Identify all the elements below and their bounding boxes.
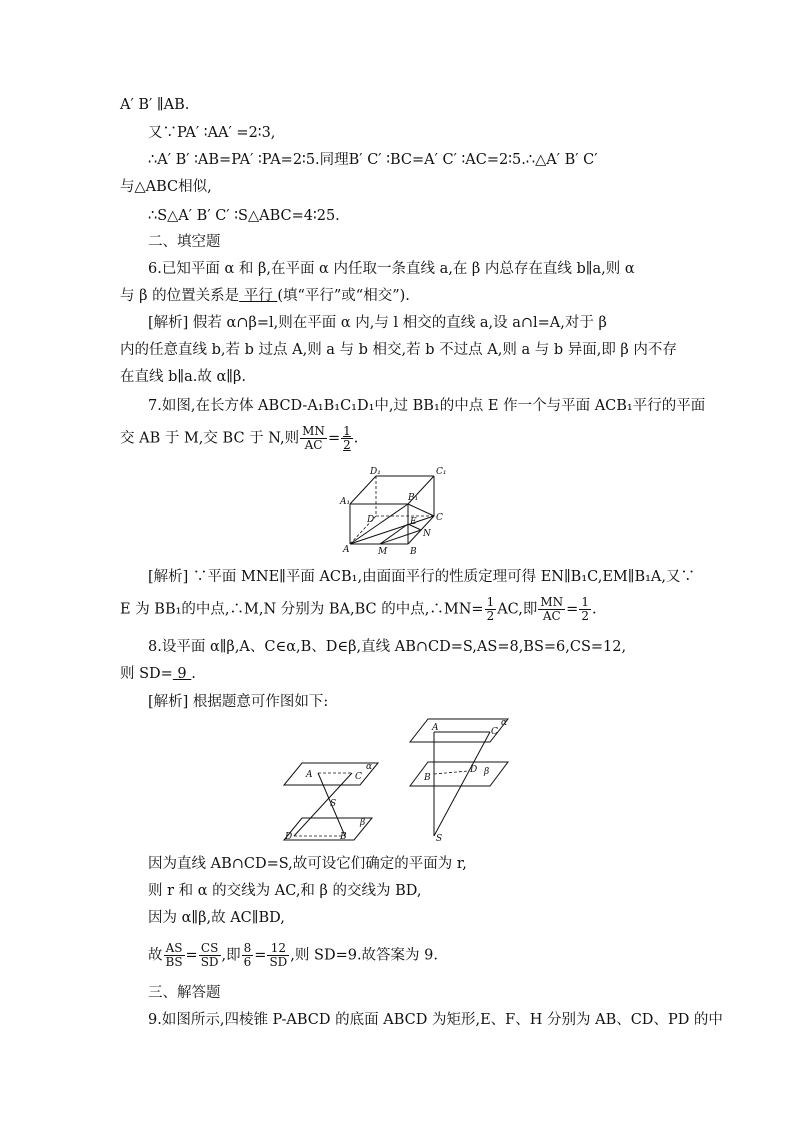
question-6-line-2: [120, 286, 410, 306]
equals: =: [566, 601, 579, 618]
label-B: B: [410, 547, 417, 557]
frac-num: 1: [343, 424, 351, 438]
label-E: E: [410, 517, 417, 527]
frac-num: 8: [243, 941, 252, 955]
line-2: 又∵PA′ ∶AA′ =2∶3,: [148, 125, 276, 141]
solution-6-line-1: [解析] 假若 α∩β=l,则在平面 α 内,与 l 相交的直线 a,设 a∩l=A,对于 β: [148, 315, 607, 331]
frac-den: 2: [581, 609, 589, 623]
label-C1: C₁: [436, 467, 447, 477]
line-5: ∴S△A′ B′ C′ ∶S△ABC=4∶25.: [148, 208, 340, 224]
q7-text: 交 AB 于 M,交 BC 于 N,则: [120, 430, 300, 447]
fraction-8-6: [242, 942, 254, 969]
period: .: [191, 666, 196, 682]
label-C: C: [491, 727, 498, 737]
label-B1: B₁: [408, 493, 419, 503]
solution-8-line-4: 因为 α∥β,故 AC∥BD,: [148, 910, 285, 926]
solution-6-line-3: 在直线 b∥a.故 α∥β.: [120, 369, 246, 385]
parallel-planes-figure-right: [404, 714, 514, 844]
s8-text-end: ,则 SD=9.故答案为 9.: [290, 947, 439, 964]
label-A: A: [306, 770, 313, 780]
frac-num: 12: [267, 942, 289, 956]
label-C: C: [355, 772, 362, 782]
q7-answer-fraction: [341, 425, 353, 452]
frac-den: SD: [269, 955, 288, 969]
question-6-line-1: 6.已知平面 α 和 β,在平面 α 内任取一条直线 a,在 β 内总存在直线 b∥a,则 α: [148, 261, 635, 277]
label-beta: β: [360, 818, 366, 828]
label-M: M: [378, 547, 388, 557]
question-8-line-1: 8.设平面 α∥β,A、C∈α,B、D∈β,直线 AB∩CD=S,AS=8,BS=6,CS=12,: [148, 639, 627, 655]
label-S: S: [330, 799, 337, 809]
q6-answer: 平行: [239, 288, 278, 304]
label-A: A: [432, 723, 439, 733]
question-7-line-2: [120, 425, 358, 452]
s8-text: 故: [148, 947, 163, 964]
frac-den: SD: [200, 955, 219, 969]
question-7-line-1: 7.如图,在长方体 ABCD-A₁B₁C₁D₁中,过 BB₁的中点 E 作一个与平面 ACB₁平行的平面: [148, 398, 706, 414]
line-1: A′ B′ ∥AB.: [120, 97, 190, 113]
fraction-12-sd: [267, 942, 289, 969]
fraction-one-half: [579, 596, 591, 623]
fraction-mn-ac: [300, 425, 327, 452]
line-4: 与△ABC相似,: [120, 179, 212, 195]
frac-den: AC: [542, 609, 561, 623]
frac-num: AS: [164, 942, 185, 956]
label-B: B: [424, 773, 431, 783]
label-D1: D₁: [370, 467, 381, 477]
s7-text-mid: AC,即: [497, 601, 538, 618]
label-S: S: [436, 834, 443, 844]
section-answer: 三、解答题: [148, 985, 221, 1001]
equals: =: [327, 430, 341, 447]
label-D: D: [285, 832, 293, 842]
solution-8-line-2: 因为直线 AB∩CD=S,故可设它们确定的平面为 r,: [148, 856, 467, 872]
label-B: B: [340, 832, 347, 842]
label-N: N: [423, 529, 431, 539]
q6-text: 与 β 的位置关系是: [120, 288, 240, 304]
frac-den: AC: [304, 438, 323, 452]
fraction-cs-sd: [199, 942, 221, 969]
question-8-line-2: [120, 664, 196, 684]
label-alpha: α: [366, 762, 373, 772]
label-alpha: α: [501, 718, 508, 728]
label-D: D: [367, 515, 375, 525]
question-9-line-1: 9.如图所示,四棱锥 P-ABCD 的底面 ABCD 为矩形,E、F、H 分别为 AB、CD、PD 的中: [148, 1012, 723, 1028]
solution-6-line-2: 内的任意直线 b,若 b 过点 A,则 a 与 b 相交,若 b 不过点 A,则 a 与 b 异面,即 β 内不存: [120, 342, 677, 358]
label-A: A: [343, 545, 350, 555]
frac-num: 1: [486, 595, 495, 609]
q8-answer: 9: [172, 666, 192, 682]
period: .: [353, 430, 359, 447]
section-fill-in: 二、填空题: [148, 234, 221, 250]
frac-num: 1: [581, 595, 589, 609]
frac-den: 2: [343, 438, 351, 452]
cuboid-figure: [338, 466, 458, 558]
s7-text: E 为 BB₁的中点,∴M,N 分别为 BA,BC 的中点,∴MN=: [120, 601, 484, 618]
q8-text: 则 SD=: [120, 666, 173, 682]
frac-den: 2: [486, 609, 495, 623]
frac-num: MN: [540, 595, 564, 609]
solution-8-line-3: 则 r 和 α 的交线为 AC,和 β 的交线为 BD,: [148, 883, 422, 899]
equals: =: [254, 947, 267, 964]
label-beta: β: [484, 767, 490, 777]
label-D: D: [470, 765, 478, 775]
line-3: ∴A′ B′ ∶AB=PA′ ∶PA=2∶5.同理B′ C′ ∶BC=A′ C′ ∶AC=2∶5.∴△A′ B′ C′: [148, 152, 598, 168]
fraction-mn-ac: [538, 596, 565, 623]
frac-den: BS: [165, 955, 183, 969]
solution-8-line-5: [148, 942, 438, 969]
solution-7-line-2: [120, 596, 597, 623]
label-A1: A₁: [340, 497, 351, 507]
solution-7-line-1: [解析] ∵平面 MNE∥平面 ACB₁,由面面平行的性质定理可得 EN∥B₁C,EM∥B₁A,又∵: [148, 569, 696, 585]
label-C: C: [436, 513, 443, 523]
parallel-planes-figure-left: [280, 758, 382, 844]
frac-den: 6: [243, 955, 252, 969]
q6-text-end: (填“平行”或“相交”).: [277, 288, 410, 304]
fraction-as-bs: [164, 942, 185, 969]
frac-num: MN: [302, 424, 325, 438]
solution-8-line-1: [解析] 根据题意可作图如下:: [148, 694, 329, 710]
period: .: [591, 601, 597, 618]
s8-text-mid: ,即: [221, 947, 241, 964]
frac-num: CS: [199, 942, 221, 956]
equals: =: [185, 947, 198, 964]
fraction-one-half: [485, 596, 497, 623]
